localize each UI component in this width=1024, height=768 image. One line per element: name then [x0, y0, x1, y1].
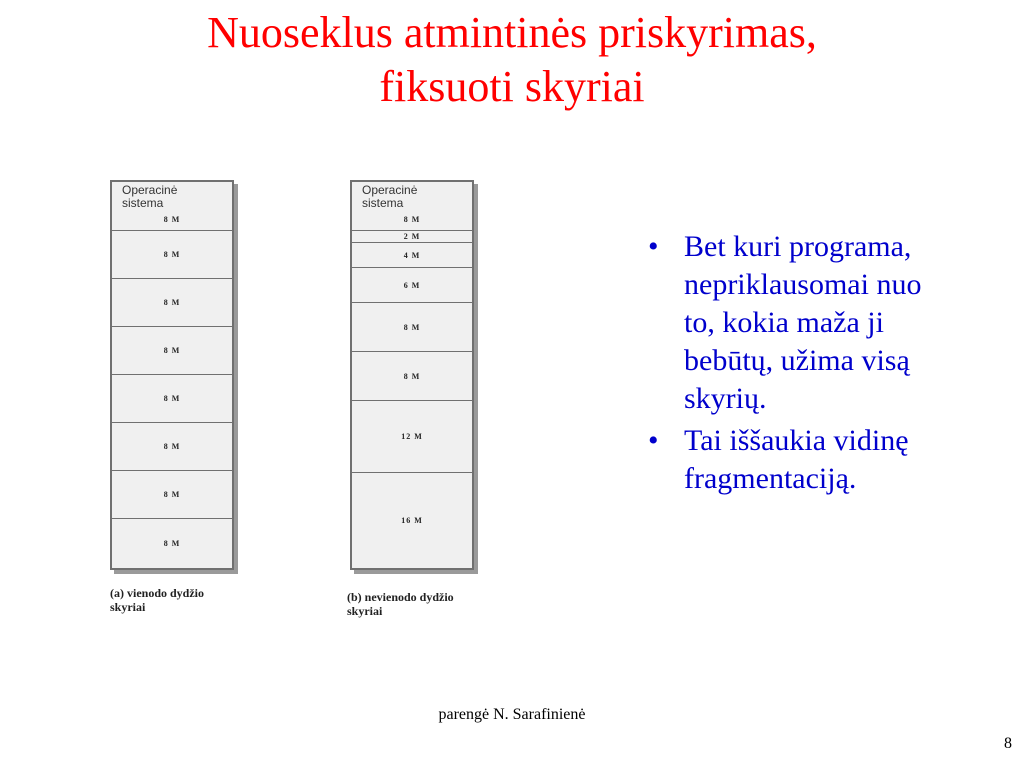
memory-column-equal [110, 180, 234, 570]
os-label-line-1: Operacinė [122, 183, 178, 197]
partition: 2 M [352, 230, 472, 242]
bullet-text: Tai iššaukia vidinę fragmentaciją. [684, 424, 909, 495]
partition: 12 M [352, 400, 472, 472]
bullet-item [642, 228, 942, 418]
partition: 4 M [352, 242, 472, 267]
partition: 6 M [352, 267, 472, 302]
bullet-text: Bet kuri programa, nepriklausomai nuo to, kokia maža ji bebūtų, užima visą skyrių. [684, 230, 922, 415]
os-label-line-2: sistema [122, 196, 164, 210]
partition: 8 M [352, 302, 472, 351]
partition: 8 M [352, 351, 472, 400]
partition: 8 M [112, 278, 232, 326]
caption-equal-line-1: (a) vienodo dydžio [110, 586, 205, 600]
partition: 16 M [352, 472, 472, 568]
caption-equal [110, 586, 204, 614]
bullet-item [642, 422, 942, 498]
slide-title [0, 6, 1024, 114]
os-label-line-1: Operacinė [362, 183, 418, 197]
footer-author: parengė N. Sarafinienė [438, 706, 586, 723]
caption-equal-line-2: skyriai [110, 600, 146, 614]
partition: 8 M [112, 422, 232, 470]
partition: 8 M [112, 326, 232, 374]
os-size: 8 M [163, 215, 181, 224]
caption-unequal-line-2: skyriai [347, 604, 383, 618]
partition: 8 M [112, 374, 232, 422]
os-label [122, 184, 218, 210]
os-partition [352, 182, 472, 230]
os-label [362, 184, 458, 210]
page-number: 8 [1004, 735, 1012, 752]
partition: 8 M [112, 518, 232, 568]
os-label-line-2: sistema [362, 196, 404, 210]
partition: 8 M [112, 230, 232, 278]
bullet-list [642, 228, 942, 502]
slide-title-line-2: fiksuoti skyriai [379, 62, 645, 111]
slide-title-line-1: Nuoseklus atmintinės priskyrimas, [207, 8, 817, 57]
caption-unequal-line-1: (b) nevienodo dydžio [347, 590, 454, 604]
os-size: 8 M [403, 215, 421, 224]
os-partition [112, 182, 232, 230]
bullet-dot-icon: • [648, 424, 659, 457]
memory-column-unequal [350, 180, 474, 570]
bullet-dot-icon: • [648, 230, 659, 263]
caption-unequal [347, 590, 454, 618]
partition: 8 M [112, 470, 232, 518]
